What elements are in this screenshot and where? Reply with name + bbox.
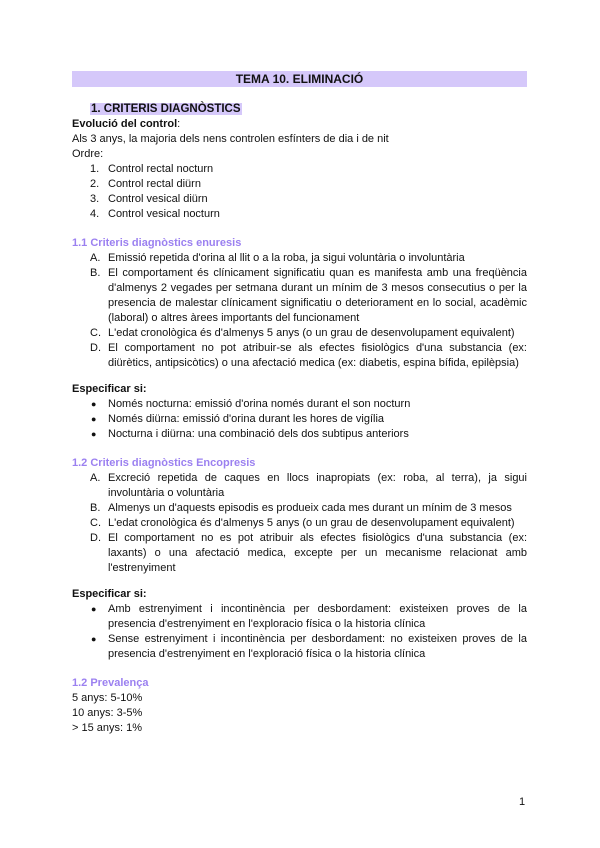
list-item-text: Control rectal nocturn (108, 163, 214, 175)
enuresis-specify-label: Especificar si: (72, 383, 147, 395)
encopresis-specify-list (72, 602, 527, 662)
list-marker: 3. (90, 193, 100, 205)
list-item-text: Nocturna i diürna: una combinació dels dos subtipus anteriors (108, 428, 409, 440)
bullet-icon: ● (91, 414, 97, 424)
list-marker: 4. (90, 208, 100, 220)
list-item-text: El comportament és clínicament significatiu quan es manifesta amb una freqüència d'almenys 2 vegades per setmana durant un mínim de 3 mesos consecutius o per la presencia de malestar clínicament significatiu o deteriorament en lo social, acadèmic (laboral) o altres àrees importants del funcionament (108, 267, 527, 324)
page-title: TEMA 10. ELIMINACIÓ (72, 71, 527, 87)
list-item-text: Només diürna: emissió d'orina durant les hores de vigília (108, 413, 385, 425)
bullet-icon: ● (91, 399, 97, 409)
list-item (72, 632, 527, 662)
list-item (72, 326, 527, 341)
prevalence-list (72, 691, 527, 736)
list-item (72, 471, 527, 501)
list-marker: B. (90, 502, 101, 514)
list-item-text: Només nocturna: emissió d'orina només durant el son nocturn (108, 398, 411, 410)
prevalence-item: 10 anys: 3-5% (72, 707, 143, 719)
list-item-text: Control vesical diürn (108, 193, 208, 205)
order-label: Ordre: (72, 148, 104, 160)
evolution-label: Evolució del control: (72, 118, 181, 130)
evolution-text: Als 3 anys, la majoria dels nens controlen esfínters de dia i de nit (72, 133, 389, 145)
encopresis-criteria (72, 471, 527, 576)
enuresis-criteria (72, 251, 527, 371)
list-item-text: Control rectal diürn (108, 178, 201, 190)
list-item (72, 516, 527, 531)
list-item (72, 531, 527, 576)
order-list (72, 162, 527, 222)
encopresis-specify-label: Especificar si: (72, 588, 147, 600)
page-number: 1 (519, 796, 526, 808)
list-item (72, 341, 527, 371)
list-marker: D. (90, 532, 101, 544)
list-item-text: Excreció repetida de caques en llocs inapropiats (ex: roba, al terra), ja sigui involuntària o voluntària (108, 472, 527, 499)
list-item-text: L'edat cronològica és d'almenys 5 anys (o un grau de desenvolupament equivalent) (108, 327, 515, 339)
list-item-text: Almenys un d'aquests episodis es produeix cada mes durant un mínim de 3 mesos (108, 502, 512, 514)
bullet-icon: ● (91, 634, 97, 644)
list-item (72, 177, 527, 192)
prevalence-heading: 1.2 Prevalença (72, 677, 149, 689)
list-item (72, 412, 527, 427)
list-item (72, 266, 527, 326)
bullet-icon: ● (91, 604, 97, 614)
list-marker: B. (90, 267, 101, 279)
list-item (72, 397, 527, 412)
list-marker: 1. (90, 163, 100, 175)
bullet-icon: ● (91, 429, 97, 439)
list-marker: C. (90, 517, 101, 529)
list-item-text: Amb estrenyiment i incontinència per desbordament: existeixen proves de la presencia d'estrenyiment en l'exploracio física o la historia clínica (108, 603, 527, 630)
enuresis-specify-list (72, 397, 527, 442)
list-item-text: El comportament no pot atribuir-se als efectes fisiològics d'una substancia (ex: diürètics, antipsicòtics) o una afectació medica (ex: diabetis, espina bífida, epilèpsia) (108, 342, 527, 369)
list-item (72, 207, 527, 222)
prevalence-item: > 15 anys: 1% (72, 722, 143, 734)
prevalence-item: 5 anys: 5-10% (72, 692, 143, 704)
list-marker: D. (90, 342, 101, 354)
list-item-text: L'edat cronològica és d'almenys 5 anys (o un grau de desenvolupament equivalent) (108, 517, 515, 529)
list-item-text: Sense estrenyiment i incontinència per desbordament: no existeixen proves de la presencia d'estrenyiment en l'exploració física o la historia clínica (108, 633, 527, 660)
list-item-text: Emissió repetida d'orina al llit o a la roba, ja sigui voluntària o involuntària (108, 252, 465, 264)
list-item-text: El comportament no es pot atribuir als efectes fisiològics d'una substancia (ex: laxants) o una afectació medica, excepte per un mecanisme relacionat amb l'estrenyiment (108, 532, 527, 574)
list-item (72, 192, 527, 207)
encopresis-heading: 1.2 Criteris diagnòstics Encopresis (72, 457, 256, 469)
list-item (72, 602, 527, 632)
list-marker: C. (90, 327, 101, 339)
list-marker: A. (90, 472, 101, 484)
list-marker: A. (90, 252, 101, 264)
list-item (72, 501, 527, 516)
list-item (72, 162, 527, 177)
list-marker: 2. (90, 178, 100, 190)
section-heading: 1. CRITERIS DIAGNÒSTICS (91, 103, 241, 115)
enuresis-heading: 1.1 Criteris diagnòstics enuresis (72, 237, 242, 249)
list-item (72, 427, 527, 442)
list-item (72, 251, 527, 266)
list-item-text: Control vesical nocturn (108, 208, 220, 220)
